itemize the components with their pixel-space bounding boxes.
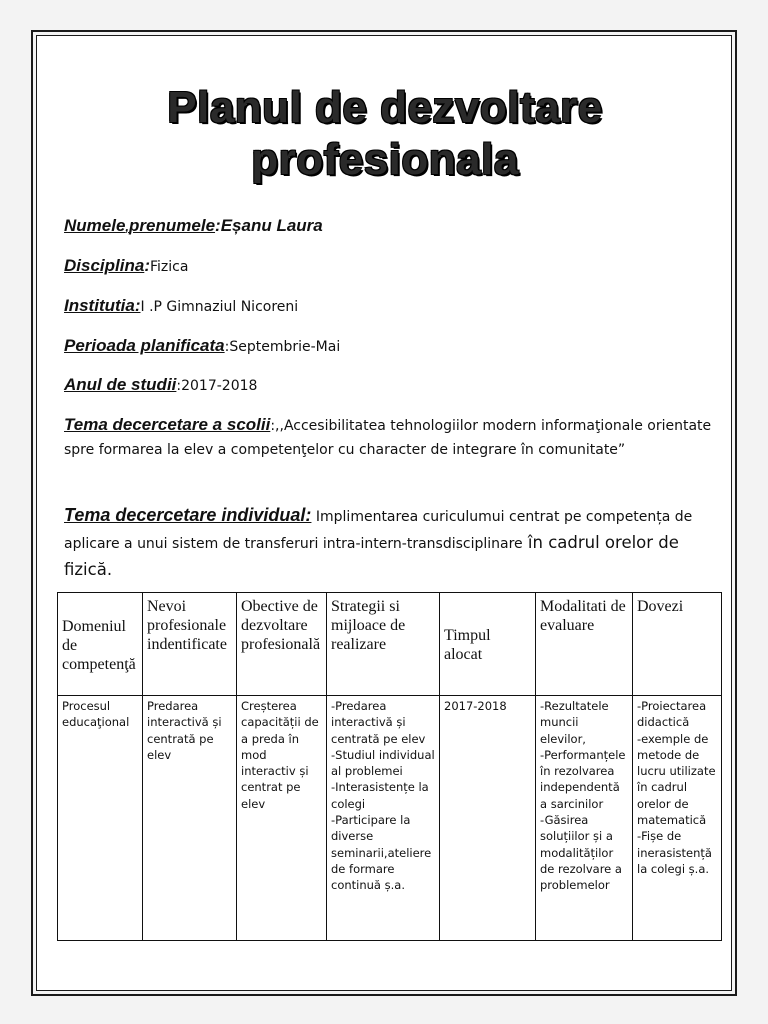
header-evidence: Dovezi (633, 593, 722, 696)
discipline-value: Fizica (149, 259, 189, 275)
period-label: Perioada planificata (64, 336, 225, 355)
cell-line: 2017-2018 (444, 699, 507, 713)
cell-line: -Interasistențe la colegi (331, 780, 429, 811)
plan-table (57, 592, 722, 941)
header-evaluation: Modalitati de evaluare (536, 593, 633, 696)
cell-domain (58, 696, 143, 941)
cell-line: -Proiectarea didactică (637, 699, 707, 730)
header-objectives: Obective de dezvoltare profesională (237, 593, 327, 696)
header-needs: Nevoi profesionale indentificate (143, 593, 237, 696)
year-value: :2017-2018 (176, 378, 258, 394)
header-strategies: Strategii si mijloace de realizare (327, 593, 440, 696)
cell-line: Procesul educaţional (62, 699, 130, 730)
individual-theme-text: Implimentarea curiculumui centrat pe competența de aplicare a unui sistem de transferuri intra-intern-transdisciplinare (64, 509, 693, 552)
cell-line: -Participare la diverse seminarii,ateliere de formare continuă ș.a. (331, 813, 432, 893)
individual-theme-tail: în cadrul orelor de fizică. (64, 533, 679, 579)
cell-line: -Fișe de inerasistență la colegi ș.a. (637, 829, 712, 876)
header-domain: Domeniul de competenţă (58, 593, 143, 696)
table-row (58, 696, 722, 941)
name-field (64, 216, 714, 236)
name-label-2: prenumele (129, 216, 216, 235)
cell-evidence (633, 696, 722, 941)
table-header-row (58, 593, 722, 696)
discipline-field: Disciplina:Fizica (64, 256, 189, 275)
institution-value: I .P Gimnaziul Nicoreni (140, 299, 299, 315)
school-theme (64, 413, 714, 462)
institution-field (64, 296, 714, 316)
name-label-1: Numele (64, 216, 126, 235)
institution-label: Institutia: (64, 296, 141, 315)
period-value: :Septembrie-Mai (224, 339, 341, 355)
cell-objectives (237, 696, 327, 941)
period-field (64, 336, 714, 356)
individual-theme-label: Tema decercetare individual: (64, 505, 312, 525)
discipline-label: Disciplina (64, 256, 145, 275)
cell-line: -exemple de metode de lucru utilizate în cadrul orelor de matematică (637, 731, 716, 828)
school-theme-text: :,,Accesibilitatea tehnologiilor modern informaţionale orientate spre formarea la elev a competenţelor cu character de integrare în comunitate” (64, 418, 712, 458)
name-separator: , (125, 219, 130, 234)
year-field (64, 375, 714, 395)
name-value: Eșanu Laura (220, 216, 323, 235)
cell-strategies (327, 696, 440, 941)
cell-evaluation (536, 696, 633, 941)
cell-line: Creșterea capacității de a preda în mod interactiv și centrat pe elev (241, 699, 319, 811)
cell-line: -Studiul individual al problemei (331, 747, 435, 779)
cell-line: Predarea interactivă și centrată pe elev (147, 699, 222, 762)
individual-theme (64, 502, 714, 584)
page-title: Planul de dezvoltare profesionala (167, 83, 603, 184)
cell-line: -Predarea interactivă și centrată pe elev (331, 699, 426, 746)
cell-line: -Rezultatele muncii elevilor, (540, 699, 609, 746)
name-colon: : (215, 216, 221, 235)
cell-time (440, 696, 536, 941)
year-label: Anul de studii (64, 375, 177, 394)
cell-line: -Performanțele în rezolvarea independentă a sarcinilor (540, 747, 626, 811)
cell-needs (143, 696, 237, 941)
header-time: Timpul alocat (440, 593, 536, 696)
cell-line: -Găsirea soluțiilor și a modalităților de rezolvare a problemelor (540, 813, 622, 893)
school-theme-label: Tema decercetare a scolii (64, 415, 271, 434)
